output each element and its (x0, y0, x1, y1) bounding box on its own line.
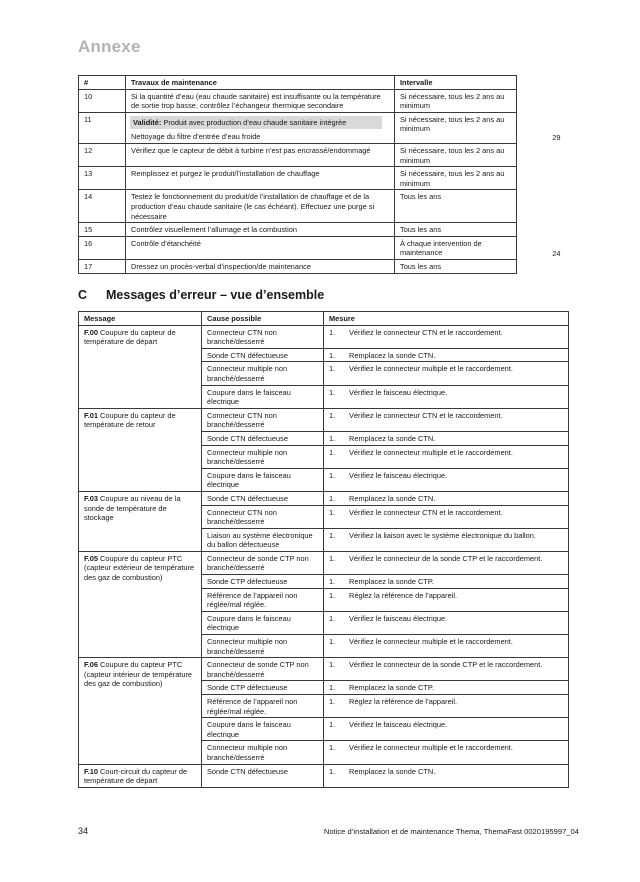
validity-note (130, 116, 382, 130)
measure-text: Vérifiez le connecteur CTN et le raccordement. (349, 507, 503, 517)
task-interval: Tous les ans (395, 223, 517, 237)
measure-cell (324, 551, 569, 574)
task-description-cell (126, 223, 395, 237)
possible-cause: Sonde CTN défectueuse (202, 431, 324, 445)
measure-text: Vérifiez le faisceau électrique. (349, 613, 448, 623)
possible-cause: Coupure dans le faisceau électrique (202, 611, 324, 634)
task-number: 14 (79, 190, 126, 223)
measure-text: Remplacez la sonde CTN. (349, 433, 436, 443)
error-row (79, 551, 569, 574)
validity-label: Validité: (133, 117, 162, 127)
measure-cell (324, 468, 569, 491)
measure-text: Remplacez la sonde CTP. (349, 577, 434, 587)
error-message-cell (79, 408, 202, 491)
maintenance-table (78, 75, 569, 274)
possible-cause: Coupure dans le faisceau électrique (202, 385, 324, 408)
measure-step-number: 1. (329, 530, 336, 540)
error-messages-table (78, 311, 569, 788)
measure-cell (324, 491, 569, 505)
possible-cause: Connecteur multiple non branché/desserré (202, 741, 324, 764)
error-description: Coupure du capteur de température de retour (84, 410, 176, 430)
maintenance-row (79, 190, 569, 223)
measure-cell (324, 408, 569, 431)
measure-text: Vérifiez le connecteur de la sonde CTP et le raccordement. (349, 660, 543, 670)
error-row (79, 491, 569, 505)
error-row (79, 764, 569, 787)
measure-cell (324, 635, 569, 658)
possible-cause: Sonde CTN défectueuse (202, 764, 324, 787)
task-description: Contrôle d’étanchéité (131, 238, 201, 248)
possible-cause: Connecteur de sonde CTP non branché/desserré (202, 551, 324, 574)
error-description: Court-circuit du capteur de température de départ (84, 766, 188, 786)
task-description: Vérifiez que le capteur de débit à turbine n’est pas encrassé/endommagé (131, 145, 371, 155)
measure-text: Vérifiez le connecteur CTN et le raccordement. (349, 410, 503, 420)
measure-step-number: 1. (329, 433, 336, 443)
page-reference (517, 89, 569, 112)
measure-text: Vérifiez le faisceau électrique. (349, 470, 448, 480)
task-number: 13 (79, 167, 126, 190)
measure-cell (324, 505, 569, 528)
task-description-cell (126, 89, 395, 112)
possible-cause: Sonde CTN défectueuse (202, 348, 324, 362)
task-interval: Si nécessaire, tous les 2 ans au minimum (395, 112, 517, 143)
measure-step-number: 1. (329, 697, 336, 706)
page-reference (517, 167, 569, 190)
measure-text: Remplacez la sonde CTN. (349, 350, 436, 360)
measure-cell (324, 445, 569, 468)
measure-step-number: 1. (329, 766, 336, 776)
measure-step-number: 1. (329, 637, 336, 647)
task-description: Si la quantité d’eau (eau chaude sanitaire) est insuffisante ou la température de sortie trop basse, contrôlez l’échangeur thermique secondaire (131, 91, 381, 111)
measure-text: Vérifiez le faisceau électrique. (349, 387, 448, 397)
measure-step-number: 1. (329, 470, 336, 480)
task-interval: À chaque intervention de maintenance (395, 236, 517, 259)
measure-cell (324, 528, 569, 551)
measure-text: Réglez la référence de l’appareil. (349, 697, 458, 706)
measure-text: Vérifiez le connecteur multiple et le raccordement. (349, 447, 513, 457)
task-description-cell (126, 259, 395, 273)
measure-cell (324, 385, 569, 408)
measure-cell (324, 741, 569, 764)
task-interval: Si nécessaire, tous les 2 ans au minimum (395, 143, 517, 166)
error-description: Coupure du capteur PTC (capteur extérieur de température des gaz de combustion) (84, 553, 195, 583)
error-row (79, 658, 569, 681)
measure-step-number: 1. (329, 613, 336, 623)
task-number: 16 (79, 236, 126, 259)
page-header-title: Annexe (78, 37, 141, 56)
page-reference (517, 223, 569, 237)
measure-text: Remplacez la sonde CTN. (349, 493, 436, 503)
maintenance-row (79, 89, 569, 112)
measure-cell (324, 325, 569, 348)
error-message-cell (79, 551, 202, 657)
task-description-cell (126, 143, 395, 166)
measure-text: Vérifiez la liaison avec le système électronique du ballon. (349, 530, 536, 540)
measure-step-number: 1. (329, 350, 336, 360)
task-interval: Tous les ans (395, 259, 517, 273)
task-interval: Si nécessaire, tous les 2 ans au minimum (395, 167, 517, 190)
measure-cell (324, 611, 569, 634)
error-description: Coupure du capteur de température de départ (84, 327, 176, 347)
measure-step-number: 1. (329, 577, 336, 587)
maintenance-row (79, 236, 569, 259)
measure-step-number: 1. (329, 743, 336, 753)
error-message-cell (79, 491, 202, 551)
measure-cell (324, 575, 569, 589)
measure-step-number: 1. (329, 720, 336, 730)
possible-cause: Coupure dans le faisceau électrique (202, 718, 324, 741)
error-code: F.03 (84, 493, 98, 503)
error-code: F.01 (84, 410, 98, 420)
section-heading (78, 288, 324, 302)
error-row (79, 325, 569, 348)
measure-text: Vérifiez le connecteur CTN et le raccordement. (349, 327, 503, 337)
possible-cause: Connecteur multiple non branché/desserré (202, 362, 324, 385)
task-number: 12 (79, 143, 126, 166)
page-ref-column (517, 76, 569, 90)
possible-cause: Sonde CTP défectueuse (202, 681, 324, 695)
possible-cause: Connecteur CTN non branché/desserré (202, 325, 324, 348)
section-letter: C (78, 288, 88, 302)
error-message-cell (79, 658, 202, 764)
task-description: Nettoyage du filtre d’entrée d’eau froide (131, 132, 261, 142)
footer-document-title: Notice d’installation et de maintenance Thema, ThemaFast 0020195997_04 (323, 827, 579, 836)
possible-cause: Connecteur multiple non branché/desserré (202, 445, 324, 468)
error-description: Coupure au niveau de la sonde de température de stockage (84, 493, 181, 523)
measure-text: Vérifiez le connecteur de la sonde CTP et le raccordement. (349, 553, 543, 563)
task-number: 11 (79, 112, 126, 143)
measure-text: Vérifiez le connecteur multiple et le raccordement. (349, 364, 513, 374)
possible-cause: Connecteur multiple non branché/desserré (202, 635, 324, 658)
measure-step-number: 1. (329, 590, 336, 600)
maintenance-row (79, 223, 569, 237)
measure-cell (324, 764, 569, 787)
validity-text: Produit avec production d’eau chaude sanitaire intégrée (163, 117, 347, 127)
task-number: 17 (79, 259, 126, 273)
measure-step-number: 1. (329, 327, 336, 337)
page-reference (517, 190, 569, 223)
error-message-cell (79, 325, 202, 408)
measure-step-number: 1. (329, 683, 336, 693)
task-description: Testez le fonctionnement du produit/de l’installation de chauffage et de la production d’eau chaude sanitaire (le cas échéant). Effectuez une purge si nécessaire (131, 192, 375, 221)
measure-cell (324, 362, 569, 385)
measure-step-number: 1. (329, 387, 336, 397)
column-header-interval: Intervalle (395, 76, 517, 90)
maintenance-table-body (79, 89, 569, 273)
measure-step-number: 1. (329, 364, 336, 374)
measure-cell (324, 431, 569, 445)
maintenance-row (79, 259, 569, 273)
error-message-cell (79, 764, 202, 787)
task-description-cell (126, 167, 395, 190)
measure-cell (324, 588, 569, 611)
page-reference (517, 259, 569, 273)
possible-cause: Sonde CTN défectueuse (202, 491, 324, 505)
footer-page-number: 34 (78, 826, 89, 836)
task-description: Dressez un procès-verbal d’inspection/de maintenance (131, 261, 311, 271)
task-interval: Tous les ans (395, 190, 517, 223)
measure-cell (324, 718, 569, 741)
possible-cause: Connecteur de sonde CTP non branché/desserré (202, 658, 324, 681)
column-header-number: # (79, 76, 126, 90)
task-description: Contrôlez visuellement l’allumage et la combustion (131, 225, 297, 235)
possible-cause: Liaison au système électronique du ballon défectueuse (202, 528, 324, 551)
errors-header-row (79, 312, 569, 326)
possible-cause: Référence de l’appareil non réglée/mal réglée. (202, 695, 324, 718)
task-interval: Si nécessaire, tous les 2 ans au minimum (395, 89, 517, 112)
task-description: Remplissez et purgez le produit/l’installation de chauffage (131, 169, 320, 179)
column-header-message: Message (79, 312, 202, 326)
measure-cell (324, 681, 569, 695)
column-header-cause: Cause possible (202, 312, 324, 326)
measure-step-number: 1. (329, 493, 336, 503)
error-code: F.10 (84, 766, 98, 776)
possible-cause: Référence de l’appareil non réglée/mal réglée. (202, 588, 324, 611)
measure-text: Vérifiez le connecteur multiple et le raccordement. (349, 743, 513, 753)
measure-text: Remplacez la sonde CTN. (349, 766, 436, 776)
page-reference: 29 (517, 112, 569, 143)
measure-step-number: 1. (329, 660, 336, 670)
error-code: F.00 (84, 327, 98, 337)
page-reference: 24 (517, 236, 569, 259)
column-header-measure: Mesure (324, 312, 569, 326)
task-number: 10 (79, 89, 126, 112)
possible-cause: Connecteur CTN non branché/desserré (202, 505, 324, 528)
error-row (79, 408, 569, 431)
errors-table-body (79, 325, 569, 787)
task-description-cell (126, 112, 395, 143)
maintenance-row (79, 112, 569, 143)
task-description-cell (126, 190, 395, 223)
measure-step-number: 1. (329, 507, 336, 517)
measure-cell (324, 348, 569, 362)
maintenance-row (79, 143, 569, 166)
task-number: 15 (79, 223, 126, 237)
measure-cell (324, 658, 569, 681)
maintenance-header-row (79, 76, 569, 90)
maintenance-row (79, 167, 569, 190)
measure-step-number: 1. (329, 447, 336, 457)
task-description-cell (126, 236, 395, 259)
column-header-work: Travaux de maintenance (126, 76, 395, 90)
error-code: F.05 (84, 553, 98, 563)
possible-cause: Connecteur CTN non branché/desserré (202, 408, 324, 431)
page-reference (517, 143, 569, 166)
error-code: F.06 (84, 660, 98, 670)
possible-cause: Sonde CTP défectueuse (202, 575, 324, 589)
measure-text: Réglez la référence de l’appareil. (349, 590, 458, 600)
measure-step-number: 1. (329, 553, 336, 563)
measure-text: Remplacez la sonde CTP. (349, 683, 434, 693)
measure-text: Vérifiez le connecteur multiple et le raccordement. (349, 637, 513, 647)
measure-cell (324, 695, 569, 718)
possible-cause: Coupure dans le faisceau électrique (202, 468, 324, 491)
section-title: Messages d’erreur – vue d’ensemble (106, 288, 325, 302)
measure-step-number: 1. (329, 410, 336, 420)
measure-text: Vérifiez le faisceau électrique. (349, 720, 448, 730)
error-description: Coupure du capteur PTC (capteur intérieur de température des gaz de combustion) (84, 660, 193, 689)
